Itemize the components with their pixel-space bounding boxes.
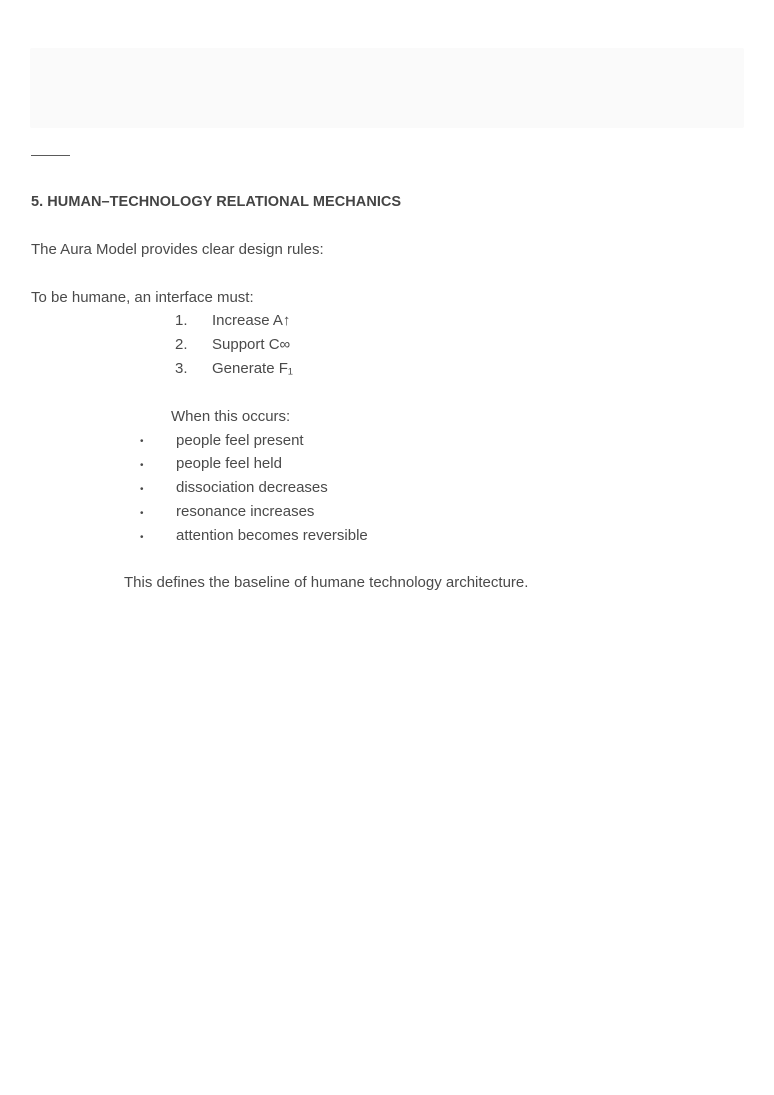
effects-lead: When this occurs: xyxy=(171,408,291,425)
effect-item: people feel present xyxy=(176,432,304,449)
effect-item: attention becomes reversible xyxy=(176,527,368,544)
bullet-icon: • xyxy=(140,484,144,495)
rule-number: 1. xyxy=(175,312,188,329)
effect-item: dissociation decreases xyxy=(176,479,328,496)
rule-text: Generate F₁ xyxy=(212,360,293,377)
effect-item: people feel held xyxy=(176,455,282,472)
bullet-icon: • xyxy=(140,460,144,471)
bullet-icon: • xyxy=(140,508,144,519)
rule-number: 3. xyxy=(175,360,188,377)
rule-number: 2. xyxy=(175,336,188,353)
bullet-icon: • xyxy=(140,532,144,543)
requirements-lead: To be humane, an interface must: xyxy=(31,289,254,306)
rule-text: Increase A↑ xyxy=(212,312,291,329)
section-heading: 5. HUMAN–TECHNOLOGY RELATIONAL MECHANICS xyxy=(31,194,402,210)
effect-item: resonance increases xyxy=(176,503,315,520)
bullet-icon: • xyxy=(140,436,144,447)
header-band xyxy=(30,48,744,128)
section-divider xyxy=(31,155,70,156)
intro-text: The Aura Model provides clear design rules: xyxy=(31,241,324,258)
rule-text: Support C∞ xyxy=(212,336,291,353)
baseline-statement: This defines the baseline of humane technology architecture. xyxy=(124,574,529,591)
